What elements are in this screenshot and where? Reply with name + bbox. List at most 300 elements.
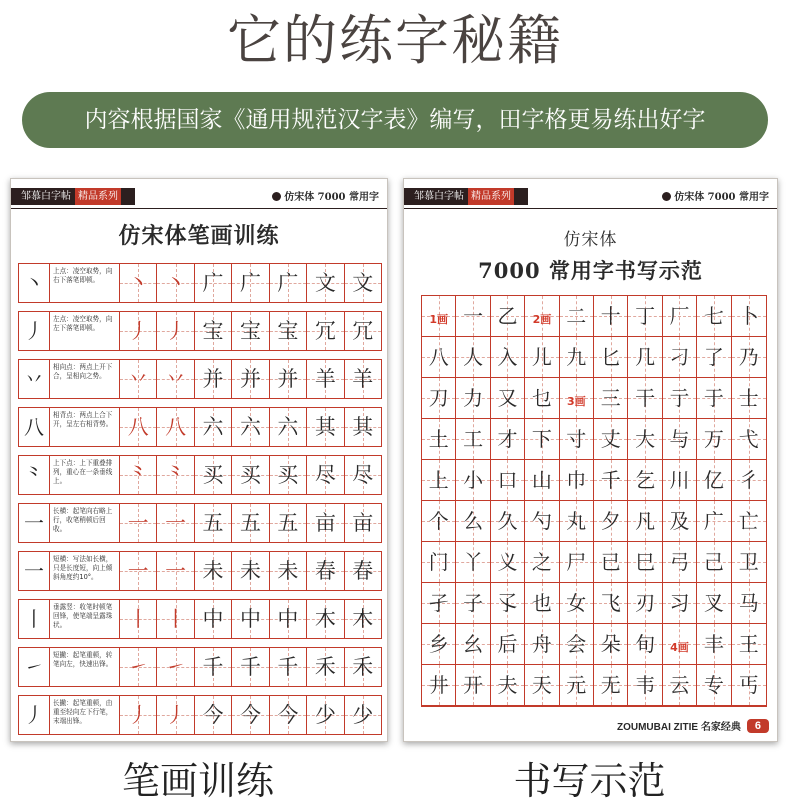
- grid-char: 元: [566, 673, 587, 697]
- practice-cell-text: 八: [165, 415, 187, 439]
- example-char-cell: [232, 408, 269, 446]
- header-right-text: 仿宋体 7000 常用字: [284, 192, 379, 203]
- header-right: [662, 188, 769, 203]
- grid-char-cell: [732, 501, 766, 542]
- grid-char-cell: [560, 460, 594, 501]
- stroke-glyph: 丿: [19, 696, 50, 734]
- grid-char: 女: [566, 591, 587, 615]
- stroke-row: [18, 407, 382, 447]
- grid-char-cell: [456, 501, 490, 542]
- stroke-glyph: 一: [19, 504, 50, 542]
- stroke-glyph: 一: [19, 552, 50, 590]
- grid-char: 门: [428, 550, 449, 574]
- grid-char-cell: [732, 296, 766, 337]
- example-char-cell: [270, 696, 307, 734]
- grid-char-cell: [594, 296, 628, 337]
- grid-char: 人: [463, 345, 484, 369]
- example-char-cell: [307, 456, 344, 494]
- example-char-cell: [232, 504, 269, 542]
- grid-char-cell: [594, 665, 628, 706]
- grid-char: 乙: [497, 304, 518, 328]
- grid-char-cell: [663, 337, 697, 378]
- grid-char: 乜: [531, 386, 552, 410]
- grid-char-cell: [491, 460, 525, 501]
- grid-char: 丐: [738, 673, 759, 697]
- grid-char: 1画: [429, 313, 449, 326]
- footer-brand: ZOUMUBAI ZITIE 名家经典: [616, 722, 741, 733]
- grid-char-cell: [560, 296, 594, 337]
- example-char-cell-text: 六: [202, 415, 224, 439]
- grid-char: 子: [463, 591, 484, 615]
- info-banner: 内容根据国家《通用规范汉字表》编写，田字格更易练出好字: [22, 92, 768, 148]
- grid-char: 工: [463, 427, 484, 451]
- example-char-cell-text: 并: [239, 367, 261, 391]
- grid-char: 幺: [463, 632, 484, 656]
- grid-char: 已: [600, 550, 621, 574]
- grid-char: 井: [428, 673, 449, 697]
- example-char-cell-text: 禾: [352, 655, 374, 679]
- practice-cell: [120, 648, 157, 686]
- stroke-row: [18, 359, 382, 399]
- grid-char-cell: [663, 583, 697, 624]
- stroke-row: [18, 647, 382, 687]
- practice-cell-text: 八: [127, 415, 149, 439]
- grid-char: 广: [703, 509, 724, 533]
- grid-char: 孓: [497, 591, 518, 615]
- example-char-cell-text: 广: [277, 271, 299, 295]
- grid-char-cell: [560, 624, 594, 665]
- grid-char: 十: [600, 304, 621, 328]
- brand-tag: 精品系列: [75, 188, 121, 205]
- grid-char: 义: [497, 550, 518, 574]
- grid-char-cell: [456, 296, 490, 337]
- grid-char: 弓: [669, 550, 690, 574]
- grid-char-cell: [732, 542, 766, 583]
- grid-char-cell: [628, 583, 662, 624]
- stroke-glyph: 丿: [19, 312, 50, 350]
- grid-char-cell: [491, 665, 525, 706]
- example-char-cell: [195, 648, 232, 686]
- grid-char: 小: [463, 468, 484, 492]
- grid-char-cell: [628, 378, 662, 419]
- grid-char: 山: [531, 468, 552, 492]
- example-char-cell-text: 广: [202, 271, 224, 295]
- stroke-description: 短撇：起笔重顿，转笔向左，快速出锋。: [50, 648, 120, 686]
- practice-cell-text: 一: [127, 511, 149, 535]
- practice-cell-text: 丨: [165, 607, 187, 631]
- practice-cell-text: 丶: [127, 271, 149, 295]
- header-divider: [11, 208, 387, 209]
- grid-char: 七: [703, 304, 724, 328]
- grid-char-cell: [594, 337, 628, 378]
- example-char-cell: [195, 600, 232, 638]
- grid-char: 3画: [566, 395, 586, 408]
- stroke-description: 相向点：两点上开下合，呈相向之势。: [50, 360, 120, 398]
- writing-demo-page: [403, 178, 778, 742]
- grid-char-cell: [456, 419, 490, 460]
- example-char-cell-text: 今: [239, 703, 261, 727]
- grid-char: 乃: [738, 345, 759, 369]
- example-char-cell: [232, 312, 269, 350]
- page-subtitle: 仿宋体: [563, 230, 618, 250]
- practice-cell: [157, 648, 194, 686]
- stroke-glyph: ⺀: [19, 456, 50, 494]
- practice-cell-text: 一: [165, 559, 187, 583]
- example-char-cell: [307, 600, 344, 638]
- grid-char-cell: [697, 624, 731, 665]
- grid-char-cell: [456, 542, 490, 583]
- example-char-cell: [307, 696, 344, 734]
- grid-char: 丸: [566, 509, 587, 533]
- example-char-cell-text: 六: [239, 415, 261, 439]
- example-char-cell-text: 禾: [314, 655, 336, 679]
- stroke-description: 上点：凌空取势，向右下落笔即顿。: [50, 264, 120, 302]
- header-dot-icon: [272, 192, 281, 201]
- grid-char-cell: [491, 542, 525, 583]
- example-char-cell-text: 未: [277, 559, 299, 583]
- brand-name: 邹慕白字帖: [414, 191, 464, 202]
- example-char-cell-text: 广: [239, 271, 261, 295]
- stroke-row: [18, 263, 382, 303]
- stroke-row: [18, 695, 382, 735]
- grid-char: 夫: [497, 673, 518, 697]
- grid-char-cell: [663, 378, 697, 419]
- grid-char-cell: [663, 460, 697, 501]
- grid-char: 匕: [600, 345, 621, 369]
- practice-cell: [120, 552, 157, 590]
- example-char-cell-text: 千: [277, 655, 299, 679]
- grid-char: 习: [669, 591, 690, 615]
- example-char-cell: [307, 504, 344, 542]
- grid-char: 下: [531, 427, 552, 451]
- practice-cell-text: 一: [127, 559, 149, 583]
- grid-char-cell: [560, 665, 594, 706]
- example-char-cell-text: 并: [202, 367, 224, 391]
- grid-char-cell: [422, 665, 456, 706]
- example-char-cell-text: 其: [314, 415, 336, 439]
- grid-char-cell: [663, 542, 697, 583]
- grid-char-cell: [456, 337, 490, 378]
- grid-char-cell: [628, 665, 662, 706]
- stroke-glyph: 丨: [19, 600, 50, 638]
- grid-char-cell: [697, 501, 731, 542]
- grid-char-cell: [628, 460, 662, 501]
- grid-char-cell: [594, 419, 628, 460]
- grid-char-cell: [628, 542, 662, 583]
- example-char-cell: [195, 696, 232, 734]
- stroke-description: 长横：起笔向右略上行，收笔稍顿后回收。: [50, 504, 120, 542]
- stroke-glyph: 八: [19, 408, 50, 446]
- grid-char: 亿: [703, 468, 724, 492]
- example-char-cell-text: 五: [277, 511, 299, 535]
- grid-char-cell: [491, 337, 525, 378]
- example-char-cell: [232, 600, 269, 638]
- grid-char: 口: [497, 468, 518, 492]
- grid-char-cell: [594, 460, 628, 501]
- stroke-row: [18, 311, 382, 351]
- character-grid: [421, 295, 767, 707]
- stroke-row: [18, 455, 382, 495]
- example-char-cell: [345, 696, 381, 734]
- grid-char: 旬: [635, 632, 656, 656]
- practice-cell-text: 一: [165, 511, 187, 535]
- grid-char-cell: [422, 501, 456, 542]
- header-right-text: 仿宋体 7000 常用字: [674, 192, 769, 203]
- grid-char-cell: [697, 665, 731, 706]
- example-char-cell: [195, 504, 232, 542]
- grid-char-cell: [732, 337, 766, 378]
- example-char-cell-text: 春: [314, 559, 336, 583]
- grid-char: 上: [428, 468, 449, 492]
- grid-char-cell: [422, 583, 456, 624]
- practice-cell: [157, 408, 194, 446]
- example-char-cell-text: 文: [352, 271, 374, 295]
- stroke-count-label: [560, 378, 594, 419]
- stroke-description: 短横：写法如长横，只是长度短，向上倾斜角度约10°。: [50, 552, 120, 590]
- grid-char: 大: [635, 427, 656, 451]
- example-char-cell: [345, 648, 381, 686]
- grid-char-cell: [663, 501, 697, 542]
- grid-char-cell: [456, 583, 490, 624]
- grid-char-cell: [456, 624, 490, 665]
- grid-char-cell: [732, 460, 766, 501]
- practice-cell: [157, 600, 194, 638]
- stroke-glyph: 丶: [19, 264, 50, 302]
- grid-char: 天: [531, 673, 552, 697]
- grid-char: 专: [703, 673, 724, 697]
- example-char-cell-text: 五: [239, 511, 261, 535]
- example-char-cell-text: 未: [202, 559, 224, 583]
- practice-cell: [157, 552, 194, 590]
- practice-cell: [120, 408, 157, 446]
- example-char-cell: [270, 504, 307, 542]
- grid-char: 叉: [703, 591, 724, 615]
- grid-char-cell: [422, 542, 456, 583]
- grid-char: 了: [703, 345, 724, 369]
- practice-cell: [157, 696, 194, 734]
- grid-char: 川: [669, 468, 690, 492]
- practice-cell: [157, 264, 194, 302]
- example-char-cell: [232, 648, 269, 686]
- header-divider: [404, 208, 777, 209]
- example-char-cell: [345, 552, 381, 590]
- example-char-cell: [345, 312, 381, 350]
- brand-label: [11, 188, 135, 205]
- grid-char-cell: [697, 337, 731, 378]
- grid-char: 力: [463, 386, 484, 410]
- grid-char: 卜: [738, 304, 759, 328]
- grid-char-cell: [560, 337, 594, 378]
- practice-cell-text: 丷: [127, 367, 149, 391]
- example-char-cell: [270, 552, 307, 590]
- example-char-cell-text: 今: [202, 703, 224, 727]
- example-char-cell: [345, 600, 381, 638]
- practice-cell-text: ⺀: [127, 463, 149, 487]
- grid-char: 乡: [428, 632, 449, 656]
- grid-char: 又: [497, 386, 518, 410]
- practice-cell-text: ㇀: [165, 655, 187, 679]
- practice-cell: [120, 504, 157, 542]
- grid-char: 个: [428, 509, 449, 533]
- grid-char: 夕: [600, 509, 621, 533]
- practice-cell: [157, 504, 194, 542]
- grid-char: 厂: [669, 304, 690, 328]
- grid-char: 巾: [566, 468, 587, 492]
- grid-char: 久: [497, 509, 518, 533]
- example-char-cell-text: 春: [352, 559, 374, 583]
- grid-char: 韦: [635, 673, 656, 697]
- grid-char: 2画: [532, 313, 552, 326]
- brand-name: 邹慕白字帖: [21, 191, 71, 202]
- grid-char: 三: [600, 386, 621, 410]
- grid-char-cell: [456, 460, 490, 501]
- practice-cell-text: 丿: [127, 703, 149, 727]
- stroke-description: 相背点：两点上合下开，呈左右相背势。: [50, 408, 120, 446]
- grid-char: 寸: [566, 427, 587, 451]
- grid-char: 丰: [703, 632, 724, 656]
- example-char-cell: [345, 264, 381, 302]
- grid-char-cell: [491, 419, 525, 460]
- grid-char: 飞: [600, 591, 621, 615]
- grid-char-cell: [491, 296, 525, 337]
- grid-char: 孑: [428, 591, 449, 615]
- example-char-cell: [307, 264, 344, 302]
- grid-char: 与: [669, 427, 690, 451]
- grid-char: 及: [669, 509, 690, 533]
- example-char-cell: [307, 408, 344, 446]
- example-char-cell: [270, 312, 307, 350]
- grid-char-cell: [560, 419, 594, 460]
- example-char-cell: [307, 552, 344, 590]
- practice-cell-text: 丶: [165, 271, 187, 295]
- grid-char: 千: [600, 468, 621, 492]
- example-char-cell-text: 少: [314, 703, 336, 727]
- grid-char-cell: [422, 378, 456, 419]
- practice-cell: [120, 360, 157, 398]
- grid-char: 万: [703, 427, 724, 451]
- example-char-cell-text: 并: [277, 367, 299, 391]
- grid-char: 干: [635, 386, 656, 410]
- practice-cell: [120, 312, 157, 350]
- example-char-cell-text: 五: [202, 511, 224, 535]
- example-char-cell: [232, 360, 269, 398]
- grid-char-cell: [491, 583, 525, 624]
- grid-char: 士: [738, 386, 759, 410]
- example-char-cell-text: 木: [314, 607, 336, 631]
- practice-cell: [120, 600, 157, 638]
- grid-char: 二: [566, 304, 587, 328]
- grid-char-cell: [525, 501, 559, 542]
- stroke-count-label: [525, 296, 559, 337]
- example-char-cell-text: 中: [277, 607, 299, 631]
- example-char-cell: [195, 360, 232, 398]
- example-char-cell: [270, 408, 307, 446]
- example-char-cell-text: 文: [314, 271, 336, 295]
- example-char-cell-text: 买: [202, 463, 224, 487]
- grid-char-cell: [525, 583, 559, 624]
- header-dot-icon: [662, 192, 671, 201]
- example-char-cell-text: 买: [239, 463, 261, 487]
- practice-cell: [120, 456, 157, 494]
- grid-char-cell: [422, 460, 456, 501]
- grid-char: 入: [497, 345, 518, 369]
- example-char-cell-text: 千: [202, 655, 224, 679]
- stroke-count-label: [663, 624, 697, 665]
- grid-char-cell: [525, 542, 559, 583]
- example-char-cell-text: 未: [239, 559, 261, 583]
- grid-char: 开: [463, 673, 484, 697]
- example-char-cell-text: 亩: [314, 511, 336, 535]
- example-char-cell-text: 今: [277, 703, 299, 727]
- example-char-cell: [232, 456, 269, 494]
- grid-char-cell: [560, 583, 594, 624]
- grid-char-cell: [663, 296, 697, 337]
- grid-char-cell: [560, 542, 594, 583]
- stroke-description: 垂露竖：收笔时顿笔回锋，使笔端呈露珠状。: [50, 600, 120, 638]
- grid-char: 己: [703, 550, 724, 574]
- grid-char-cell: [663, 665, 697, 706]
- grid-char: 云: [669, 673, 690, 697]
- example-char-cell: [195, 408, 232, 446]
- grid-char-cell: [525, 460, 559, 501]
- grid-char-cell: [525, 419, 559, 460]
- grid-char: 无: [600, 673, 621, 697]
- stroke-training-page: [10, 178, 388, 742]
- practice-cell-text: ⺀: [165, 463, 187, 487]
- practice-cell: [157, 456, 194, 494]
- example-char-cell-text: 中: [202, 607, 224, 631]
- grid-char: 亡: [738, 509, 759, 533]
- stroke-description: 上下点：上下重叠排列，重心在一条垂线上。: [50, 456, 120, 494]
- grid-char: 后: [497, 632, 518, 656]
- grid-char-cell: [525, 624, 559, 665]
- grid-char: 几: [635, 345, 656, 369]
- stroke-description: 左点：凌空取势，向左下落笔即顿。: [50, 312, 120, 350]
- grid-char: 才: [497, 427, 518, 451]
- example-char-cell-text: 买: [277, 463, 299, 487]
- grid-char: 于: [703, 386, 724, 410]
- stroke-glyph: ㇀: [19, 648, 50, 686]
- grid-char-cell: [697, 296, 731, 337]
- grid-char-cell: [594, 378, 628, 419]
- grid-char-cell: [491, 501, 525, 542]
- grid-char: 之: [531, 550, 552, 574]
- brand-label: [404, 188, 528, 205]
- example-char-cell-text: 亩: [352, 511, 374, 535]
- grid-char-cell: [422, 624, 456, 665]
- example-char-cell: [307, 648, 344, 686]
- grid-char-cell: [628, 624, 662, 665]
- grid-char: 刁: [669, 345, 690, 369]
- example-char-cell-text: 木: [352, 607, 374, 631]
- example-char-cell: [232, 696, 269, 734]
- grid-char: 丫: [463, 550, 484, 574]
- grid-char-cell: [628, 419, 662, 460]
- stroke-row: [18, 551, 382, 591]
- grid-char-cell: [525, 337, 559, 378]
- grid-char: 八: [428, 345, 449, 369]
- example-char-cell: [345, 360, 381, 398]
- example-char-cell: [307, 312, 344, 350]
- grid-char-cell: [697, 378, 731, 419]
- example-char-cell-text: 羊: [352, 367, 374, 391]
- grid-char: 弋: [738, 427, 759, 451]
- stroke-glyph: 丷: [19, 360, 50, 398]
- grid-char: 一: [463, 304, 484, 328]
- grid-char-cell: [491, 378, 525, 419]
- example-char-cell: [195, 552, 232, 590]
- example-char-cell: [232, 264, 269, 302]
